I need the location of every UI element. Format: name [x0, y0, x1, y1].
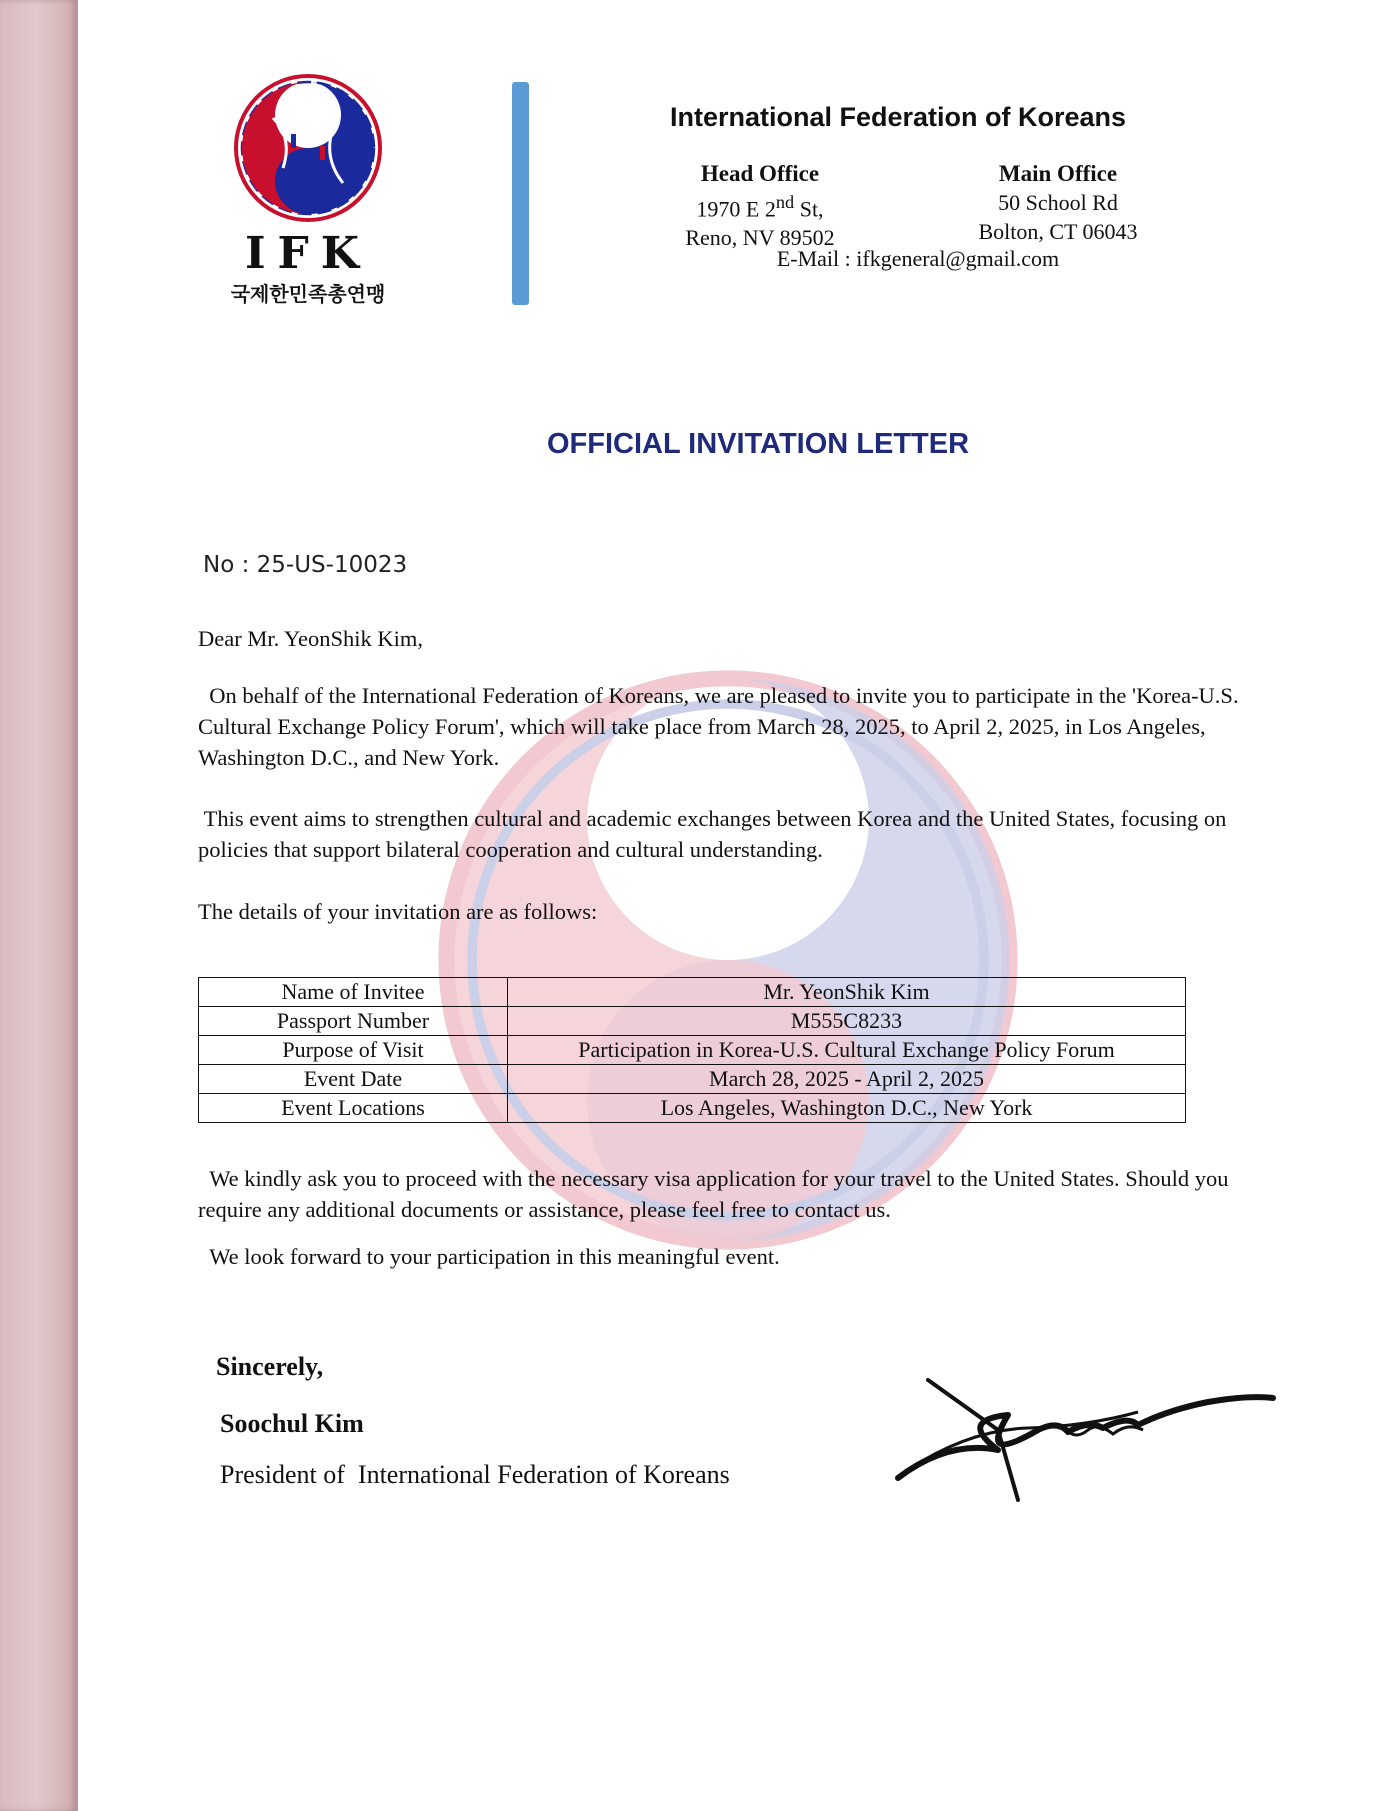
details-label-cell: Name of Invitee [199, 978, 508, 1007]
body-paragraph-details-intro: The details of your invitation are as follows: [198, 899, 598, 924]
header-divider [512, 82, 529, 305]
main-office-block [958, 159, 1158, 246]
details-value-cell: Los Angeles, Washington D.C., New York [508, 1094, 1186, 1123]
reference-number: No : 25-US-10023 [203, 552, 408, 578]
main-office-street: 50 School Rd [998, 190, 1118, 215]
signer-title: President of International Federation of Koreans [220, 1460, 730, 1489]
body-paragraph-visa-request: We kindly ask you to proceed with the necessary visa application for your travel to the United States. Should you require any additional documents or assistance, please feel free to contact us. [198, 1166, 1235, 1222]
contact-email: E-Mail : ifkgeneral@gmail.com [776, 246, 1060, 271]
details-label-cell: Event Date [199, 1065, 508, 1094]
greeting: Dear Mr. YeonShik Kim, [198, 626, 424, 651]
ifk-logo [213, 68, 403, 306]
invitation-details-table [198, 977, 1186, 1123]
main-office-title: Main Office [998, 161, 1118, 186]
logo-latin-text: IFK [244, 228, 372, 279]
body-paragraph-closing: We look forward to your participation in this meaningful event. [198, 1244, 780, 1269]
details-table-row [199, 1036, 1186, 1065]
details-table-row [199, 1007, 1186, 1036]
details-value-cell: March 28, 2025 - April 2, 2025 [508, 1065, 1186, 1094]
head-office-city: Reno, NV 89502 [685, 225, 835, 251]
details-value-cell: Mr. YeonShik Kim [508, 978, 1186, 1007]
head-office-street-suffix: nd [775, 192, 795, 212]
body-paragraph-invitation: On behalf of the International Federation of Koreans, we are pleased to invite you to participate in the 'Korea-U.S. Cultural Exchange Policy Forum', which will take place from March 28, 2025, to April 2, 2025, in Los Angeles, Washington D.C., and New York. [198, 683, 1245, 770]
letter-page [78, 0, 1400, 1811]
body-paragraph-purpose: This event aims to strengthen cultural and academic exchanges between Korea and the United States, focusing on policies that support bilateral cooperation and cultural understanding. [198, 806, 1233, 862]
logo-korean-text: 국제한민족총연맹 [230, 282, 386, 306]
details-value-cell: M555C8233 [508, 1007, 1186, 1036]
page-side-border [0, 0, 78, 1811]
signer-name: Soochul Kim [220, 1409, 364, 1438]
details-value-cell: Participation in Korea-U.S. Cultural Exchange Policy Forum [508, 1036, 1186, 1065]
head-office-street-number: 1970 E 2 [696, 196, 776, 222]
details-table-row [199, 1065, 1186, 1094]
details-label-cell: Purpose of Visit [199, 1036, 508, 1065]
handwritten-signature [888, 1370, 1288, 1510]
head-office-street [660, 188, 860, 223]
head-office-title: Head Office [700, 161, 820, 186]
details-label-cell: Passport Number [199, 1007, 508, 1036]
taeguk-swirl-icon [213, 68, 403, 228]
organization-name: International Federation of Koreans [669, 102, 1127, 132]
details-table-row [199, 1094, 1186, 1123]
main-office-city: Bolton, CT 06043 [978, 219, 1138, 244]
letter-title: OFFICIAL INVITATION LETTER [546, 428, 970, 460]
details-table-row [199, 978, 1186, 1007]
details-label-cell: Event Locations [199, 1094, 508, 1123]
head-office-block [660, 159, 860, 252]
head-office-street-name: St, [794, 196, 824, 222]
closing-sincerely: Sincerely, [216, 1352, 324, 1381]
